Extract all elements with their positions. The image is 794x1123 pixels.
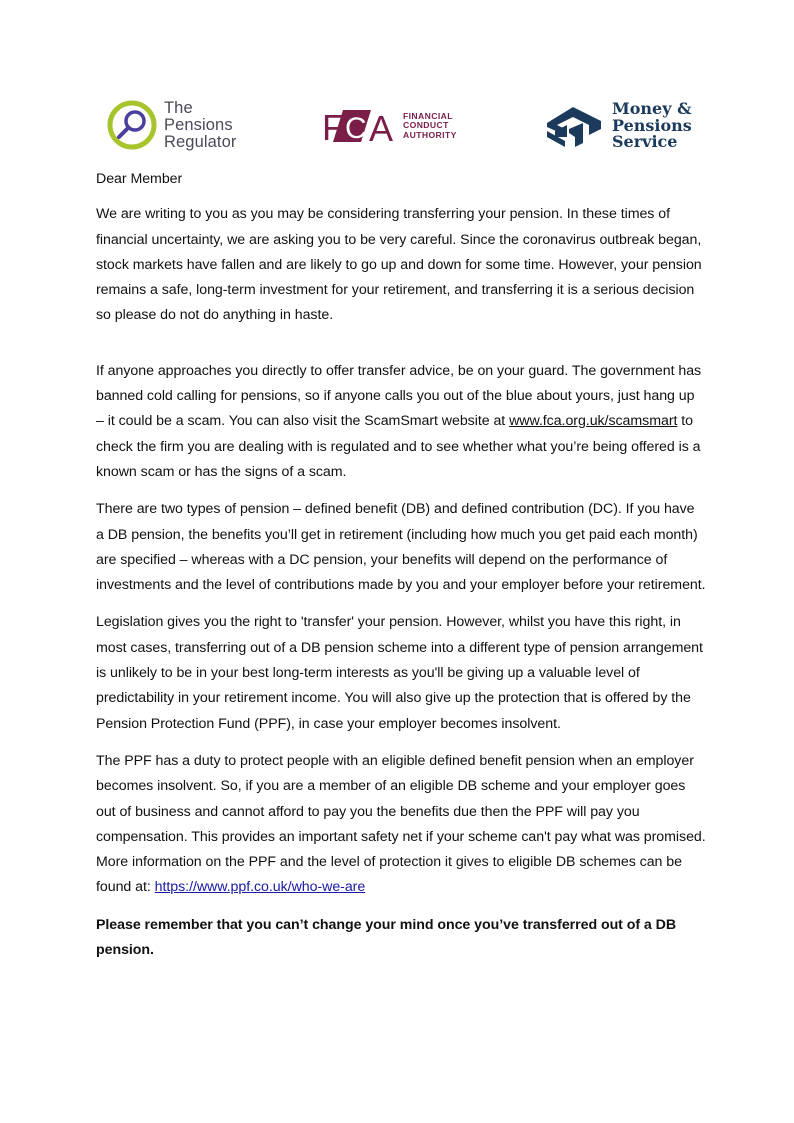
paragraph-legislation: Legislation gives you the right to 'transfer' your pension. However, whilst you have this right, in most cases, transferring out of a DB pension scheme into a different type of pension arrangement is unlikely to be in your best long-term interests as you'll be giving up a valuable level of predictability in your retirement income. You will also give up the protection that is offered by the Pension Protection Fund (PPF), in case your employer becomes insolvent. bbox=[96, 614, 703, 732]
fca-wordmark: FINANCIAL CONDUCT AUTHORITY bbox=[403, 110, 457, 140]
paragraph-ppf: The PPF has a duty to protect people with an eligible defined benefit pension when an employer becomes insolvent. So, if you are a member of an eligible DB scheme and your employer goes out of business and cannot afford to pay you the benefits due then the PPF will pay you compensation. This provides an important safety net if your scheme can't pay what was promised. More information on the PPF and the level of protection it gives to eligible DB schemes can be found at: https://www.ppf.co.uk/who-we-are bbox=[96, 752, 706, 896]
maps-wordmark: Money & Pensions Service bbox=[612, 99, 692, 151]
pensions-regulator-logo bbox=[106, 99, 236, 151]
svg-text:F: F bbox=[322, 108, 344, 144]
money-pensions-service-logo bbox=[545, 101, 692, 151]
paragraph-scam-warning: If anyone approaches you directly to offer transfer advice, be on your guard. The government has banned cold calling for pensions, so if anyone calls you out of the blue about yours, just hang up – it could be a scam. You can also visit the ScamSmart website at www.fca.org.uk/scamsmart to check the firm you are dealing with is regulated and to see whether what you’re being offered is a known scam or has the signs of a scam. bbox=[96, 362, 702, 480]
magnifier-ring-icon bbox=[106, 99, 158, 151]
fca-mark-icon bbox=[321, 108, 397, 144]
ppf-link[interactable]: https://www.ppf.co.uk/who-we-are bbox=[154, 879, 366, 896]
paragraph-intro: We are writing to you as you may be considering transferring your pension. In these times of financial uncertainty, we are asking you to be very careful. Since the coronavirus outbreak began, stock markets have fallen and are likely to go up and down for some time. However, your pension remains a safe, long-term investment for your retirement, and transferring it is a serious decision so please do not do anything in haste. bbox=[96, 206, 702, 324]
maps-cube-icon bbox=[545, 103, 605, 149]
svg-text:C: C bbox=[345, 112, 367, 144]
letter-body bbox=[96, 167, 706, 975]
fca-logo bbox=[321, 108, 457, 144]
logo-header bbox=[0, 96, 794, 160]
paragraph-pension-types: There are two types of pension – defined benefit (DB) and defined contribution (DC). If you have a DB pension, the benefits you’ll get in retirement (including how much you get paid each month) are specified – whereas with a DC pension, your benefits will depend on the performance of investments and the level of contributions made by you and your employer before your retirement. bbox=[96, 501, 706, 594]
closing-warning: Please remember that you can’t change your mind once you’ve transferred out of a DB pension. bbox=[96, 916, 677, 959]
svg-text:A: A bbox=[369, 108, 394, 144]
pensions-regulator-wordmark: The Pensions Regulator bbox=[164, 98, 237, 151]
salutation: Dear Member bbox=[96, 171, 183, 187]
scamsmart-link[interactable]: www.fca.org.uk/scamsmart bbox=[509, 413, 678, 430]
